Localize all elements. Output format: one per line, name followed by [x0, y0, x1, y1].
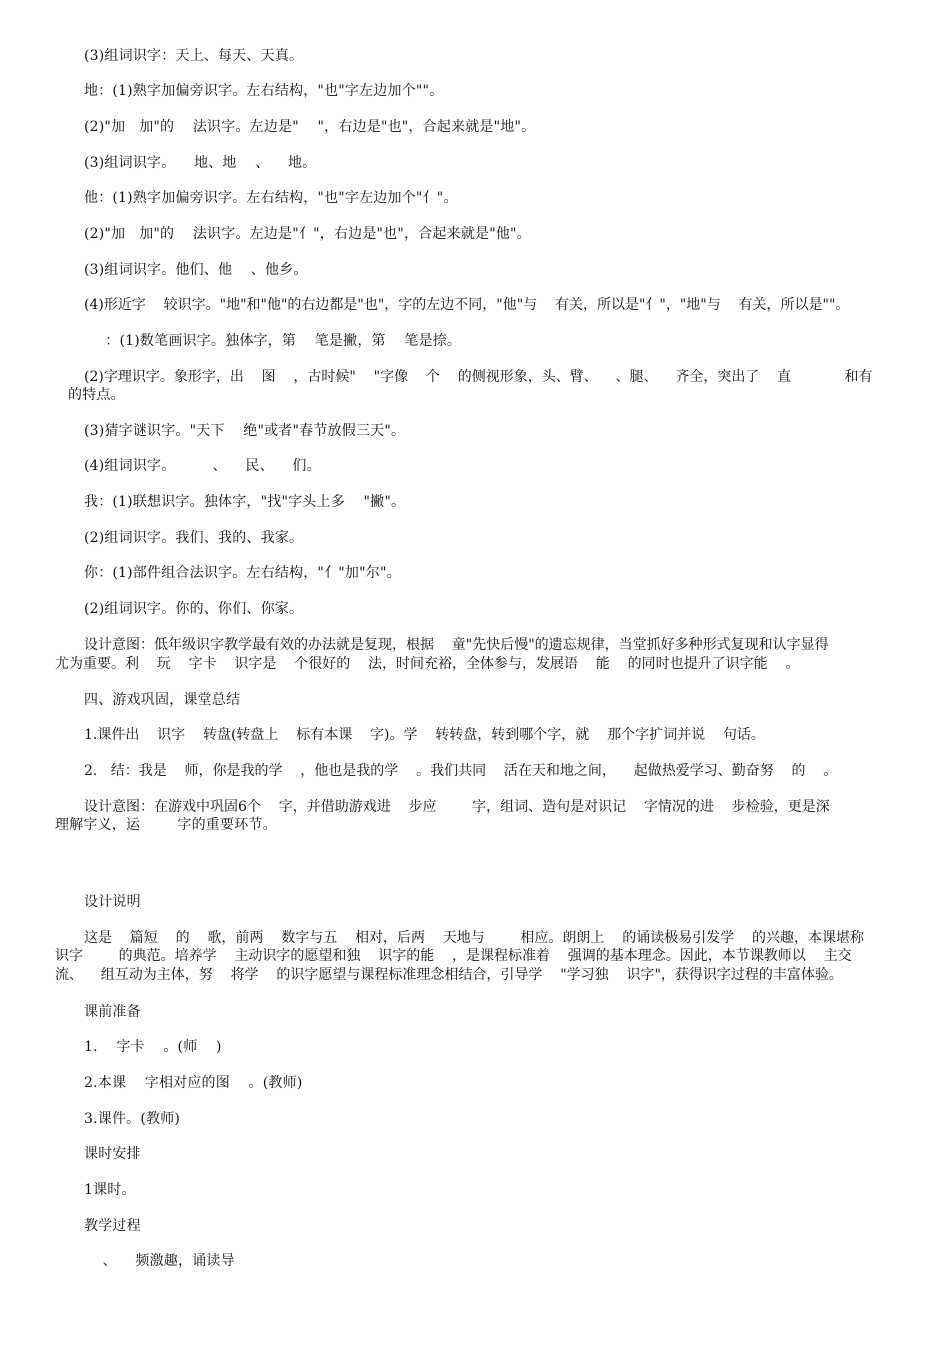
section-heading: 课时安排	[84, 1146, 141, 1162]
text-line: 、 频激趣，诵读导	[84, 1253, 235, 1269]
text-line: 这是 篇短 的 歌，前两 数字与五 相对，后两 天地与 相应。朗朗上 的诵读极易引发学 的兴趣，本课堪称	[84, 930, 865, 946]
text-line: 设计意图：在游戏中巩固6个 字，并借助游戏进 步应 字，组词、造句是对识记 字情况的进 步检验，更是深	[84, 799, 830, 815]
text-line: 地：(1)熟字加偏旁识字。左右结构，"也"字左边加个""。	[84, 83, 444, 99]
text-line: 3.课件。(教师)	[84, 1111, 181, 1127]
text-line: (4)组词识字。 、 民、 们。	[84, 458, 321, 474]
text-line: 1课时。	[84, 1182, 136, 1198]
text-line: 2.本课 字相对应的图 。(教师)	[84, 1075, 303, 1091]
text-line: 设计意图：低年级识字教学最有效的办法就是复现，根据 童"先快后慢"的遗忘规律，当堂抓好多种形式复现和认字显得	[84, 637, 829, 653]
text-line: 我：(1)联想识字。独体字，"找"字头上多 "撇"。	[84, 494, 406, 510]
text-line: 识字 的典范。培养学 主动识字的愿望和独 识字的能 ，是课程标准着 强调的基本理念。因此，本节课教师以 主交	[55, 948, 852, 964]
text-line: 流、 组互动为主体，努 将学 的识字愿望与课程标准理念相结合，引导学 "学习独 识字"，获得识字过程的丰富体验。	[55, 967, 843, 983]
section-heading: 教学过程	[84, 1218, 141, 1234]
text-line: (3)组词识字：天上、每天、天真。	[84, 48, 304, 64]
text-line: 你：(1)部件组合法识字。左右结构，"亻"加"尔"。	[84, 565, 401, 581]
text-line: 1.课件出 识字 转盘(转盘上 标有本课 字)。学 转转盘，转到哪个字，就 那个字扩词并说 句话。	[84, 727, 765, 743]
text-line: 理解字义，运 字的重要环节。	[55, 817, 277, 833]
text-line: 的特点。	[68, 387, 125, 403]
text-line: (2)"加 加"的 法识字。左边是" "，右边是"也"，合起来就是"地"。	[84, 119, 536, 135]
section-heading: 设计说明	[84, 894, 141, 910]
text-line: (4)形近字 较识字。"地"和"他"的右边都是"也"，字的左边不同，"他"与 有关，所以是"亻"，"地"与 有关，所以是""。	[84, 297, 850, 313]
text-line: (2)"加 加"的 法识字。左边是"亻"，右边是"也"，合起来就是"他"。	[84, 226, 531, 242]
text-line: 尤为重要。利 玩 字卡 识字是 个很好的 法，时间充裕，全体参与，发展语 能 的同时也提升了识字能 。	[55, 656, 800, 672]
section-heading: 四、游戏巩固，课堂总结	[84, 692, 241, 708]
text-line: 他：(1)熟字加偏旁识字。左右结构，"也"字左边加个"亻"。	[84, 190, 458, 206]
text-line: (2)组词识字。你的、你们、你家。	[84, 601, 304, 617]
text-line: (3)组词识字。 地、地 、 地。	[84, 155, 317, 171]
text-line: 2. 结：我是 师，你是我的学 ，他也是我的学 。我们共同 活在天和地之间， 起做热爱学习、勤奋努 的 。	[84, 763, 838, 779]
text-line: (2)组词识字。我们、我的、我家。	[84, 530, 304, 546]
text-line: 1. 字卡 。(师 )	[84, 1039, 222, 1055]
text-line: (3)猜字谜识字。"天下 绝"或者"春节放假三天"。	[84, 423, 406, 439]
text-line: (3)组词识字。他们、他 、他乡。	[84, 262, 308, 278]
text-line: (2)字理识字。象形字，出 图 ，古时候" "字像 个 的侧视形象，头、臂、 、腿、 齐全，突出了 直 和有	[84, 369, 873, 385]
text-line: ：(1)数笔画识字。独体字，第 笔是撇，第 笔是捺。	[96, 333, 462, 349]
section-heading: 课前准备	[84, 1004, 141, 1020]
